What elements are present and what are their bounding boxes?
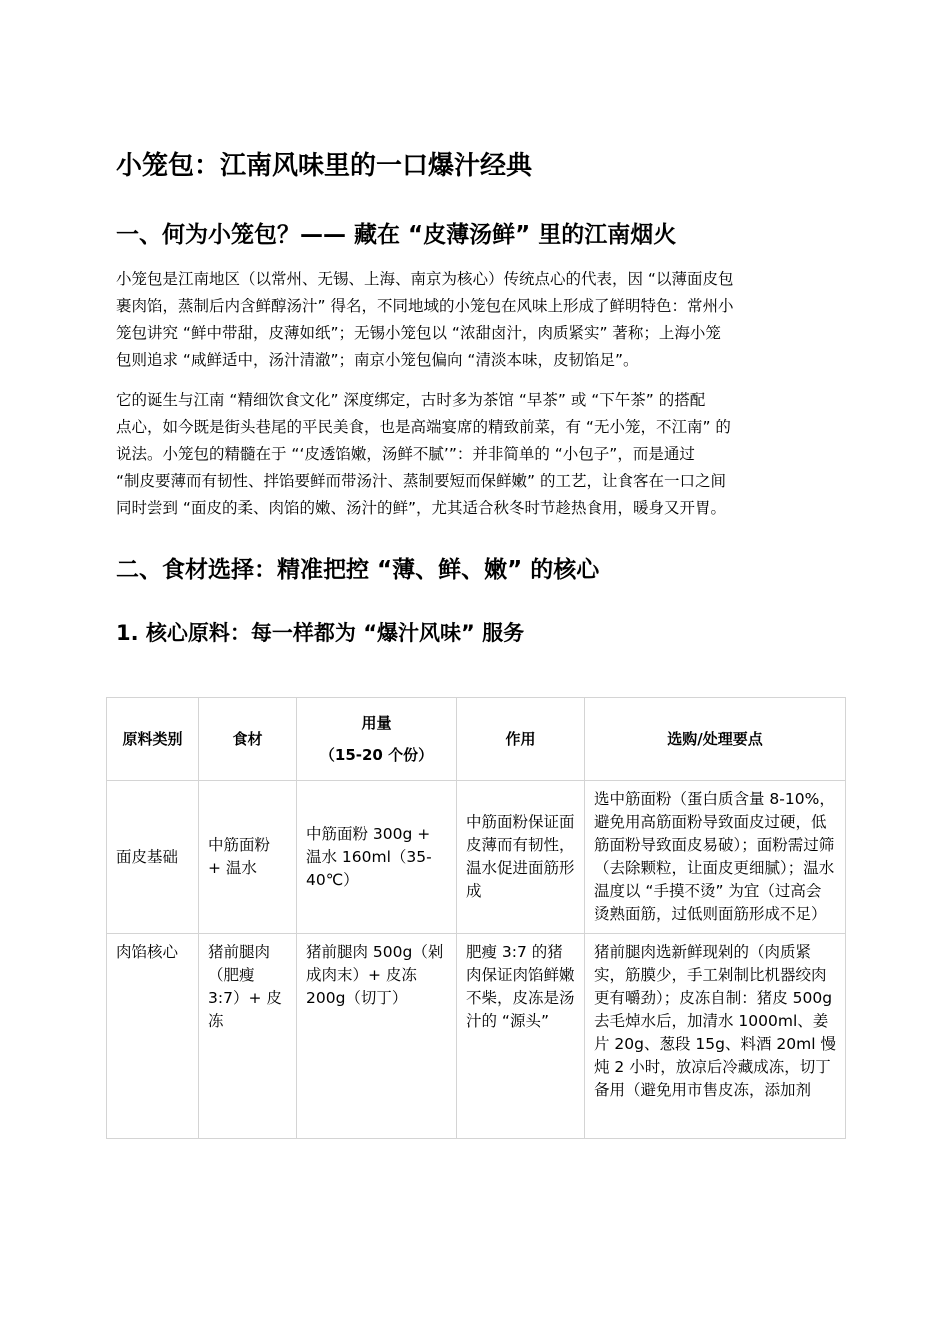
header-tips: 选购/处理要点 (585, 698, 846, 781)
cell-ingredient: 猪前腿肉（肥瘦 3:7）+ 皮冻 (199, 934, 297, 1139)
ingredients-table (106, 697, 846, 1139)
paragraph-line: 裹肉馅，蒸制后内含鲜醇汤汁” 得名，不同地域的小笼包在风味上形成了鲜明特色：常州小 (116, 297, 734, 315)
paragraph-line: “制皮要薄而有韧性、拌馅要鲜而带汤汁、蒸制要短而保鲜嫩” 的工艺，让食客在一口之间 (116, 472, 726, 490)
header-amount-line1: 用量 (361, 713, 392, 732)
table-row (107, 934, 846, 1139)
header-ingredient: 食材 (199, 698, 297, 781)
paragraph-line: 说法。小笼包的精髓在于 “‘皮透馅嫩，汤鲜不腻’”：并非简单的 “小包子”，而是通过 (116, 445, 695, 463)
document-title: 小笼包：江南风味里的一口爆汁经典 (116, 151, 533, 181)
cell-tips (585, 934, 846, 1139)
cell-function: 肥瘦 3:7 的猪肉保证肉馅鲜嫩不柴，皮冻是汤汁的 “源头” (457, 934, 585, 1139)
table-header-row (107, 698, 846, 781)
cell-category: 肉馅核心 (107, 934, 199, 1139)
cell-function: 中筋面粉保证面皮薄而有韧性，温水促进面筋形成 (457, 781, 585, 934)
header-amount-line2: （15-20 个份） (319, 745, 434, 764)
section-1-heading: 一、何为小笼包？—— 藏在 “皮薄汤鲜” 里的江南烟火 (116, 222, 677, 248)
cell-tips-text: 猪前腿肉选新鲜现剁的（肉质紧实，筋膜少，手工剁制比机器绞肉更有嚼劲）；皮冻自制：猪皮 500g 去毛焯水后，加清水 1000ml、姜片 20g、葱段 15g、料酒 20ml 慢炖 2 小时，放凉后冷藏成冻，切丁备用（避免用市售皮冻，添加剂 (594, 943, 836, 1099)
paragraph-line: 点心，如今既是街头巷尾的平民美食，也是高端宴席的精致前菜，有 “无小笼，不江南” 的 (116, 418, 731, 436)
paragraph-line: 它的诞生与江南 “精细饮食文化” 深度绑定，古时多为茶馆 “早茶” 或 “下午茶” 的搭配 (116, 391, 706, 409)
section-2-heading: 二、食材选择：精准把控 “薄、鲜、嫩” 的核心 (116, 557, 600, 583)
cell-category: 面皮基础 (107, 781, 199, 934)
cell-tips: 选中筋面粉（蛋白质含量 8-10%，避免用高筋面粉导致面皮过硬，低筋面粉导致面皮易破）；面粉需过筛（去除颗粒，让面皮更细腻）；温水温度以 “手摸不烫” 为宜（过高会烫熟面筋，过低则面筋形成不足） (585, 781, 846, 934)
paragraph-line: 笼包讲究 “鲜中带甜，皮薄如纸”；无锡小笼包以 “浓甜卤汁，肉质紧实” 著称；上海小笼 (116, 324, 721, 342)
paragraph-line: 小笼包是江南地区（以常州、无锡、上海、南京为核心）传统点心的代表，因 “以薄面皮包 (116, 270, 734, 288)
header-amount (297, 698, 457, 781)
paragraph-line: 同时尝到 “面皮的柔、肉馅的嫩、汤汁的鲜”，尤其适合秋冬时节趁热食用，暖身又开胃。 (116, 499, 726, 517)
section-2-subheading: 1. 核心原料：每一样都为 “爆汁风味” 服务 (116, 621, 525, 645)
paragraph-line: 包则追求 “咸鲜适中，汤汁清澈”；南京小笼包偏向 “清淡本味，皮韧馅足”。 (116, 351, 639, 369)
cell-amount: 猪前腿肉 500g（剁成肉末）+ 皮冻 200g（切丁） (297, 934, 457, 1139)
table-row (107, 781, 846, 934)
cell-amount: 中筋面粉 300g + 温水 160ml（35-40℃） (297, 781, 457, 934)
section-1-paragraph-2 (116, 387, 838, 522)
header-category: 原料类别 (107, 698, 199, 781)
header-function: 作用 (457, 698, 585, 781)
section-1-paragraph-1 (116, 266, 838, 374)
cell-ingredient: 中筋面粉 + 温水 (199, 781, 297, 934)
